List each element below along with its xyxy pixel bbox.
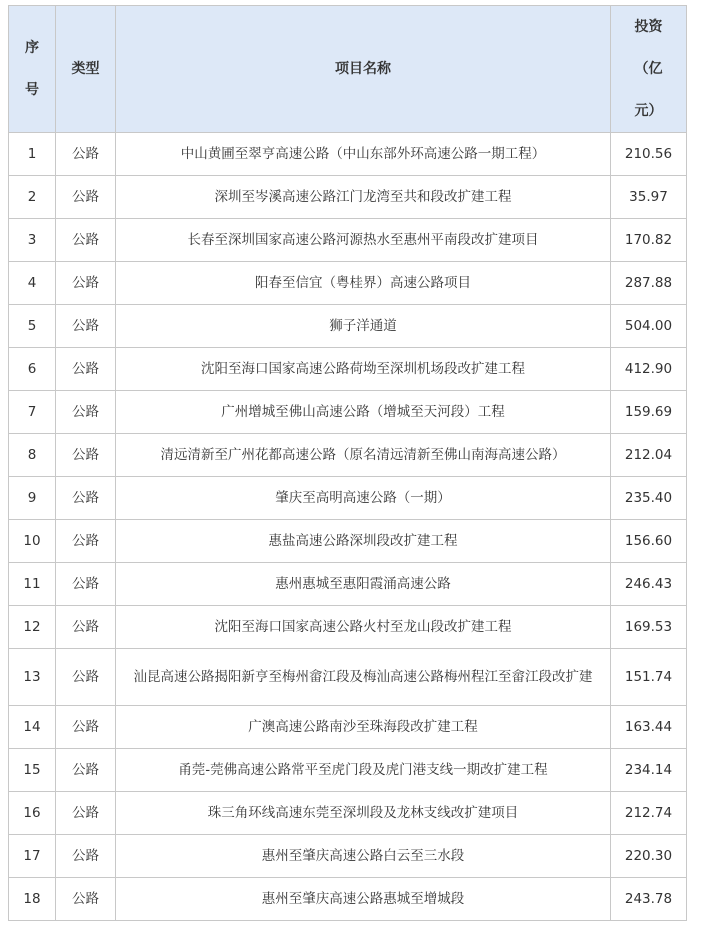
cell-name: 广澳高速公路南沙至珠海段改扩建工程 <box>116 706 611 749</box>
table-row <box>9 749 687 792</box>
cell-type: 公路 <box>56 477 116 520</box>
header-invest-part: （亿 <box>634 61 663 77</box>
table-row <box>9 520 687 563</box>
cell-type: 公路 <box>56 133 116 176</box>
cell-type: 公路 <box>56 391 116 434</box>
cell-no: 14 <box>9 706 56 749</box>
cell-type: 公路 <box>56 262 116 305</box>
table-row <box>9 434 687 477</box>
header-name: 项目名称 <box>116 6 611 133</box>
table-row <box>9 133 687 176</box>
cell-name: 沈阳至海口国家高速公路火村至龙山段改扩建工程 <box>116 606 611 649</box>
cell-name: 长春至深圳国家高速公路河源热水至惠州平南段改扩建项目 <box>116 219 611 262</box>
header-index <box>9 6 56 133</box>
cell-investment: 212.04 <box>611 434 687 477</box>
cell-type: 公路 <box>56 706 116 749</box>
table-row <box>9 649 687 706</box>
cell-type: 公路 <box>56 649 116 706</box>
table-row <box>9 835 687 878</box>
header-invest-part: 元） <box>634 103 663 119</box>
projects-table <box>8 5 687 921</box>
table-row <box>9 176 687 219</box>
cell-type: 公路 <box>56 792 116 835</box>
cell-name: 惠州惠城至惠阳霞涌高速公路 <box>116 563 611 606</box>
cell-name: 珠三角环线高速东莞至深圳段及龙林支线改扩建项目 <box>116 792 611 835</box>
cell-name: 甬莞-莞佛高速公路常平至虎门段及虎门港支线一期改扩建工程 <box>116 749 611 792</box>
cell-investment: 169.53 <box>611 606 687 649</box>
cell-no: 17 <box>9 835 56 878</box>
cell-investment: 35.97 <box>611 176 687 219</box>
cell-investment: 235.40 <box>611 477 687 520</box>
header-index-char: 号 <box>25 82 39 98</box>
cell-investment: 243.78 <box>611 878 687 921</box>
table-row <box>9 606 687 649</box>
table-row <box>9 305 687 348</box>
cell-investment: 156.60 <box>611 520 687 563</box>
cell-name: 肇庆至高明高速公路（一期） <box>116 477 611 520</box>
cell-name: 广州增城至佛山高速公路（增城至天河段）工程 <box>116 391 611 434</box>
cell-no: 10 <box>9 520 56 563</box>
table-row <box>9 477 687 520</box>
cell-name: 清远清新至广州花都高速公路（原名清远清新至佛山南海高速公路） <box>116 434 611 477</box>
cell-investment: 246.43 <box>611 563 687 606</box>
cell-investment: 234.14 <box>611 749 687 792</box>
cell-no: 12 <box>9 606 56 649</box>
cell-no: 7 <box>9 391 56 434</box>
header-type: 类型 <box>56 6 116 133</box>
cell-type: 公路 <box>56 219 116 262</box>
table-header-row <box>9 6 687 133</box>
cell-type: 公路 <box>56 176 116 219</box>
cell-no: 8 <box>9 434 56 477</box>
table-row <box>9 563 687 606</box>
cell-type: 公路 <box>56 749 116 792</box>
cell-no: 5 <box>9 305 56 348</box>
cell-name: 沈阳至海口国家高速公路荷坳至深圳机场段改扩建工程 <box>116 348 611 391</box>
table-row <box>9 792 687 835</box>
cell-no: 1 <box>9 133 56 176</box>
cell-type: 公路 <box>56 434 116 477</box>
cell-no: 15 <box>9 749 56 792</box>
cell-investment: 170.82 <box>611 219 687 262</box>
cell-investment: 287.88 <box>611 262 687 305</box>
cell-name: 深圳至岑溪高速公路江门龙湾至共和段改扩建工程 <box>116 176 611 219</box>
cell-name: 惠州至肇庆高速公路白云至三水段 <box>116 835 611 878</box>
cell-no: 16 <box>9 792 56 835</box>
cell-investment: 210.56 <box>611 133 687 176</box>
cell-investment: 151.74 <box>611 649 687 706</box>
cell-investment: 504.00 <box>611 305 687 348</box>
cell-no: 3 <box>9 219 56 262</box>
cell-investment: 220.30 <box>611 835 687 878</box>
cell-type: 公路 <box>56 878 116 921</box>
cell-no: 6 <box>9 348 56 391</box>
cell-investment: 163.44 <box>611 706 687 749</box>
header-index-char: 序 <box>25 40 39 56</box>
cell-no: 13 <box>9 649 56 706</box>
cell-name: 汕昆高速公路揭阳新亨至梅州畲江段及梅汕高速公路梅州程江至畲江段改扩建 <box>116 649 611 706</box>
cell-name: 狮子洋通道 <box>116 305 611 348</box>
table-row <box>9 706 687 749</box>
cell-name: 阳春至信宜（粤桂界）高速公路项目 <box>116 262 611 305</box>
table-row <box>9 262 687 305</box>
table-row <box>9 391 687 434</box>
cell-type: 公路 <box>56 305 116 348</box>
cell-investment: 159.69 <box>611 391 687 434</box>
cell-type: 公路 <box>56 520 116 563</box>
cell-type: 公路 <box>56 348 116 391</box>
cell-name: 中山黄圃至翠亨高速公路（中山东部外环高速公路一期工程） <box>116 133 611 176</box>
table-row <box>9 348 687 391</box>
cell-type: 公路 <box>56 563 116 606</box>
cell-investment: 212.74 <box>611 792 687 835</box>
table-row <box>9 878 687 921</box>
cell-type: 公路 <box>56 606 116 649</box>
cell-no: 9 <box>9 477 56 520</box>
cell-no: 2 <box>9 176 56 219</box>
cell-no: 18 <box>9 878 56 921</box>
cell-no: 11 <box>9 563 56 606</box>
cell-type: 公路 <box>56 835 116 878</box>
cell-no: 4 <box>9 262 56 305</box>
cell-name: 惠州至肇庆高速公路惠城至增城段 <box>116 878 611 921</box>
table-row <box>9 219 687 262</box>
header-invest-part: 投资 <box>634 19 663 35</box>
header-investment <box>611 6 687 133</box>
cell-investment: 412.90 <box>611 348 687 391</box>
cell-name: 惠盐高速公路深圳段改扩建工程 <box>116 520 611 563</box>
